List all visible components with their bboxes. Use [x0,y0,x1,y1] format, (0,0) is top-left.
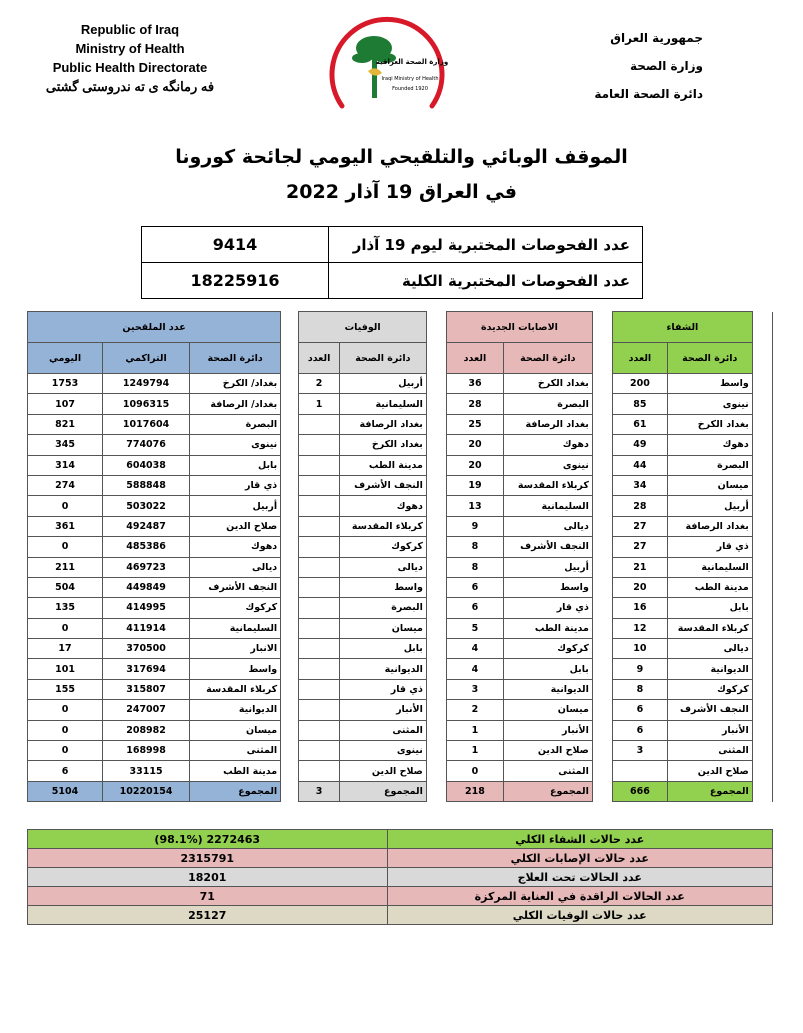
vaccinated-dept: مدينة الطب [190,761,281,781]
recovered-count: 61 [613,414,668,434]
vaccinated-cumulative: 168998 [103,741,190,761]
deaths-dept: مدينة الطب [339,455,426,475]
recovered-header: الشفاء [613,312,753,343]
summary-table [27,829,773,925]
summary-row [28,906,773,925]
total-label: المجموع [190,781,281,801]
new-cases-count: 4 [447,659,504,679]
deaths-dept: المثنى [339,720,426,740]
summary-value: 2272463 (98.1%) [28,830,388,849]
deaths-count [299,577,339,597]
summary-value: 25127 [28,906,388,925]
col-header-dept: دائرة الصحة [503,343,592,374]
deaths-count [299,659,339,679]
vaccinated-daily: 504 [28,577,103,597]
daily-tests-label: عدد الفحوصات المختبرية ليوم 19 آذار [329,227,643,263]
header-english [30,20,230,96]
header-ar-line: وزارة الصحة [629,59,703,73]
vaccinated-dept: ذي قار [190,475,281,495]
vaccinated-header: عدد الملقحين [28,312,281,343]
vaccinated-dept: بابل [190,455,281,475]
vaccinated-dept: الديوانية [190,700,281,720]
deaths-count [299,639,339,659]
new-cases-count: 5 [447,618,504,638]
new-cases-count: 25 [447,414,504,434]
vaccinated-cumulative: 449849 [103,577,190,597]
summary-row [28,830,773,849]
new-cases-dept: كربلاء المقدسة [503,475,592,495]
new-cases-count: 4 [447,639,504,659]
table-body [28,374,773,782]
deaths-dept: واسط [339,577,426,597]
table-row [28,679,773,699]
vaccinated-cumulative: 774076 [103,435,190,455]
new-cases-count: 36 [447,374,504,394]
governorate-stats-table [27,311,773,802]
vaccinated-daily: 155 [28,679,103,699]
deaths-count [299,598,339,618]
recovered-count: 6 [613,720,668,740]
header-en-line: Public Health Directorate [52,60,208,75]
vaccinated-daily: 135 [28,598,103,618]
summary-label: عدد الحالات تحت العلاج [387,868,773,887]
recovered-dept: نينوى [667,394,752,414]
vaccinated-daily: 17 [28,639,103,659]
recovered-count: 3 [613,741,668,761]
vaccinated-daily: 821 [28,414,103,434]
recovered-dept: أربيل [667,496,752,516]
new-cases-dept: بغداد الرصافة [503,414,592,434]
recovered-dept: الديوانية [667,659,752,679]
recovered-dept: ديالى [667,639,752,659]
new-cases-count: 20 [447,435,504,455]
vaccinated-daily: 0 [28,700,103,720]
vaccinated-dept: كركوك [190,598,281,618]
recovered-count [613,761,668,781]
table-row [28,761,773,781]
vaccinated-dept: بغداد/ الرصافة [190,394,281,414]
deaths-dept: البصرة [339,598,426,618]
header-kurdish-line: فه رمانگه ى ته ندروستى گشتى [45,79,215,94]
recovered-dept: بغداد الرصافة [667,516,752,536]
recovered-count: 27 [613,537,668,557]
deaths-count: 1 [299,394,339,414]
deaths-dept: أربيل [339,374,426,394]
recovered-dept: كركوك [667,679,752,699]
deaths-dept: صلاح الدين [339,761,426,781]
page-subtitle: في العراق 19 آذار 2022 [286,181,517,203]
table-row [28,394,773,414]
recovered-dept: الأنبار [667,720,752,740]
new-cases-dept: بغداد الكرخ [503,374,592,394]
new-cases-dept: الأنبار [503,720,592,740]
header-arabic [594,24,703,108]
recovered-dept: واسط [667,374,752,394]
vaccinated-cumulative: 370500 [103,639,190,659]
new-cases-count: 3 [447,679,504,699]
vaccinated-daily: 0 [28,537,103,557]
deaths-count [299,557,339,577]
deaths-dept: ميسان [339,618,426,638]
table-row [28,374,773,394]
new-cases-total: 218 [447,781,504,801]
table-row [28,659,773,679]
recovered-dept: المثنى [667,741,752,761]
deaths-count: 2 [299,374,339,394]
summary-row [28,887,773,906]
vaccinated-daily: 314 [28,455,103,475]
recovered-count: 10 [613,639,668,659]
col-header-dept: دائرة الصحة [667,343,752,374]
vaccinated-cumulative: 315807 [103,679,190,699]
new-cases-count: 1 [447,720,504,740]
vaccinated-daily: 0 [28,496,103,516]
table-row [28,700,773,720]
ministry-logo [322,6,452,131]
recovered-dept: دهوك [667,435,752,455]
deaths-dept: دهوك [339,496,426,516]
deaths-count [299,700,339,720]
new-cases-dept: صلاح الدين [503,741,592,761]
recovered-dept: ذي قار [667,537,752,557]
deaths-dept: ديالى [339,557,426,577]
deaths-count [299,414,339,434]
new-cases-count: 0 [447,761,504,781]
deaths-dept: نينوى [339,741,426,761]
header-en-line: Ministry of Health [75,41,185,56]
vaccinated-daily: 345 [28,435,103,455]
new-cases-count: 8 [447,557,504,577]
new-cases-count: 13 [447,496,504,516]
new-cases-count: 6 [447,598,504,618]
page-title: الموقف الوبائي والتلقيحي اليومي لجائحة كورونا [175,146,628,168]
recovered-count: 8 [613,679,668,699]
table-row [28,455,773,475]
vaccinated-cumulative: 1096315 [103,394,190,414]
recovered-count: 49 [613,435,668,455]
total-label: المجموع [667,781,752,801]
summary-label: عدد حالات الشفاء الكلي [387,830,773,849]
new-cases-count: 9 [447,516,504,536]
vaccinated-daily-total: 5104 [28,781,103,801]
table-row [28,516,773,536]
deaths-count [299,496,339,516]
table-row [28,639,773,659]
col-header-count: العدد [299,343,339,374]
col-header-dept: دائرة الصحة [190,343,281,374]
deaths-count [299,618,339,638]
recovered-dept: صلاح الدين [667,761,752,781]
new-cases-dept: المثنى [503,761,592,781]
recovered-dept: بغداد الكرخ [667,414,752,434]
col-header-daily: اليومي [28,343,103,374]
new-cases-count: 2 [447,700,504,720]
deaths-dept: النجف الأشرف [339,475,426,495]
table-row [28,475,773,495]
vaccinated-daily: 0 [28,741,103,761]
vaccinated-cumulative: 208982 [103,720,190,740]
table-row [28,435,773,455]
new-cases-dept: مدينة الطب [503,618,592,638]
vaccinated-cumulative: 469723 [103,557,190,577]
vaccinated-dept: المثنى [190,741,281,761]
vaccinated-dept: ميسان [190,720,281,740]
daily-tests-value: 9414 [142,227,329,263]
vaccinated-daily: 0 [28,720,103,740]
vaccinated-daily: 1753 [28,374,103,394]
deaths-dept: بغداد الرصافة [339,414,426,434]
table-row [28,741,773,761]
vaccinated-dept: صلاح الدين [190,516,281,536]
logo-text: وزارة الصحة العراقية [375,58,449,66]
new-cases-dept: واسط [503,577,592,597]
total-label: المجموع [339,781,426,801]
recovered-count: 20 [613,577,668,597]
summary-label: عدد الحالات الراقدة في العناية المركزة [387,887,773,906]
new-cases-header: الاصابات الجديدة [447,312,593,343]
vaccinated-cumulative: 492487 [103,516,190,536]
logo-founded: Founded 1920 [392,86,428,92]
vaccinated-cumulative: 411914 [103,618,190,638]
table-row [28,496,773,516]
new-cases-dept: أربيل [503,557,592,577]
vaccinated-daily: 0 [28,618,103,638]
vaccinated-dept: ديالى [190,557,281,577]
col-header-count: العدد [447,343,504,374]
table-row [28,537,773,557]
deaths-dept: كركوك [339,537,426,557]
vaccinated-cumulative: 414995 [103,598,190,618]
header-ar-line: دائرة الصحة العامة [594,87,703,101]
new-cases-dept: كركوك [503,639,592,659]
deaths-dept: بغداد الكرخ [339,435,426,455]
summary-label: عدد حالات الوفيات الكلي [387,906,773,925]
recovered-dept: مدينة الطب [667,577,752,597]
vaccinated-dept: البصرة [190,414,281,434]
vaccinated-cumulative: 1249794 [103,374,190,394]
col-header-dept: دائرة الصحة [339,343,426,374]
new-cases-count: 6 [447,577,504,597]
new-cases-dept: ذي قار [503,598,592,618]
vaccinated-daily: 6 [28,761,103,781]
vaccinated-dept: واسط [190,659,281,679]
summary-label: عدد حالات الإصابات الكلي [387,849,773,868]
deaths-dept: كربلاء المقدسة [339,516,426,536]
deaths-dept: ذي قار [339,679,426,699]
vaccinated-dept: بغداد/ الكرخ [190,374,281,394]
recovered-count: 85 [613,394,668,414]
new-cases-dept: دهوك [503,435,592,455]
table-row [28,598,773,618]
summary-row [28,868,773,887]
recovered-count: 200 [613,374,668,394]
table-row [28,557,773,577]
deaths-count [299,537,339,557]
recovered-count: 12 [613,618,668,638]
recovered-dept: السليمانية [667,557,752,577]
recovered-total: 666 [613,781,668,801]
vaccinated-dept: الانبار [190,639,281,659]
summary-value: 18201 [28,868,388,887]
new-cases-dept: الديوانية [503,679,592,699]
new-cases-count: 20 [447,455,504,475]
new-cases-dept: النجف الأشرف [503,537,592,557]
summary-value: 71 [28,887,388,906]
deaths-count [299,516,339,536]
deaths-count [299,435,339,455]
deaths-count [299,679,339,699]
vaccinated-dept: كربلاء المقدسة [190,679,281,699]
vaccinated-cumulative: 1017604 [103,414,190,434]
deaths-count [299,475,339,495]
new-cases-dept: السليمانية [503,496,592,516]
recovered-count: 28 [613,496,668,516]
new-cases-count: 1 [447,741,504,761]
summary-value: 2315791 [28,849,388,868]
recovered-count: 16 [613,598,668,618]
vaccinated-cumulative-total: 10220154 [103,781,190,801]
summary-row [28,849,773,868]
new-cases-dept: ديالى [503,516,592,536]
table-row [28,414,773,434]
recovered-dept: كربلاء المقدسة [667,618,752,638]
logo-sub: Iraqi Ministry of Health [381,76,439,82]
vaccinated-cumulative: 33115 [103,761,190,781]
vaccinated-cumulative: 604038 [103,455,190,475]
deaths-count [299,455,339,475]
vaccinated-cumulative: 485386 [103,537,190,557]
deaths-count [299,741,339,761]
header-en-line: Republic of Iraq [80,22,180,37]
vaccinated-dept: نينوى [190,435,281,455]
col-header-cumulative: التراكمي [103,343,190,374]
new-cases-dept: ميسان [503,700,592,720]
palm-tree-icon [352,36,396,98]
recovered-count: 34 [613,475,668,495]
new-cases-dept: البصرة [503,394,592,414]
deaths-count [299,720,339,740]
deaths-dept: الديوانية [339,659,426,679]
recovered-count: 27 [613,516,668,536]
table-row [28,577,773,597]
lab-tests-table [141,226,643,299]
recovered-count: 6 [613,700,668,720]
new-cases-count: 28 [447,394,504,414]
vaccinated-cumulative: 317694 [103,659,190,679]
deaths-header: الوفيات [299,312,427,343]
recovered-count: 44 [613,455,668,475]
vaccinated-daily: 107 [28,394,103,414]
col-header-count: العدد [613,343,668,374]
vaccinated-dept: أربيل [190,496,281,516]
recovered-count: 21 [613,557,668,577]
vaccinated-dept: السليمانية [190,618,281,638]
new-cases-count: 8 [447,537,504,557]
vaccinated-daily: 101 [28,659,103,679]
vaccinated-daily: 361 [28,516,103,536]
vaccinated-dept: النجف الأشرف [190,577,281,597]
deaths-dept: السليمانية [339,394,426,414]
recovered-dept: ميسان [667,475,752,495]
vaccinated-daily: 274 [28,475,103,495]
deaths-total: 3 [299,781,339,801]
recovered-dept: البصرة [667,455,752,475]
total-label: المجموع [503,781,592,801]
deaths-count [299,761,339,781]
recovered-dept: بابل [667,598,752,618]
vaccinated-cumulative: 247007 [103,700,190,720]
total-tests-value: 18225916 [142,263,329,299]
new-cases-dept: بابل [503,659,592,679]
vaccinated-cumulative: 588848 [103,475,190,495]
new-cases-dept: نينوى [503,455,592,475]
deaths-dept: الأنبار [339,700,426,720]
table-row [28,720,773,740]
vaccinated-daily: 211 [28,557,103,577]
new-cases-count: 19 [447,475,504,495]
recovered-count: 9 [613,659,668,679]
vaccinated-cumulative: 503022 [103,496,190,516]
deaths-dept: بابل [339,639,426,659]
vaccinated-dept: دهوك [190,537,281,557]
recovered-dept: النجف الأشرف [667,700,752,720]
table-row [28,618,773,638]
header-ar-line: جمهورية العراق [610,31,703,45]
total-tests-label: عدد الفحوصات المختبرية الكلية [329,263,643,299]
